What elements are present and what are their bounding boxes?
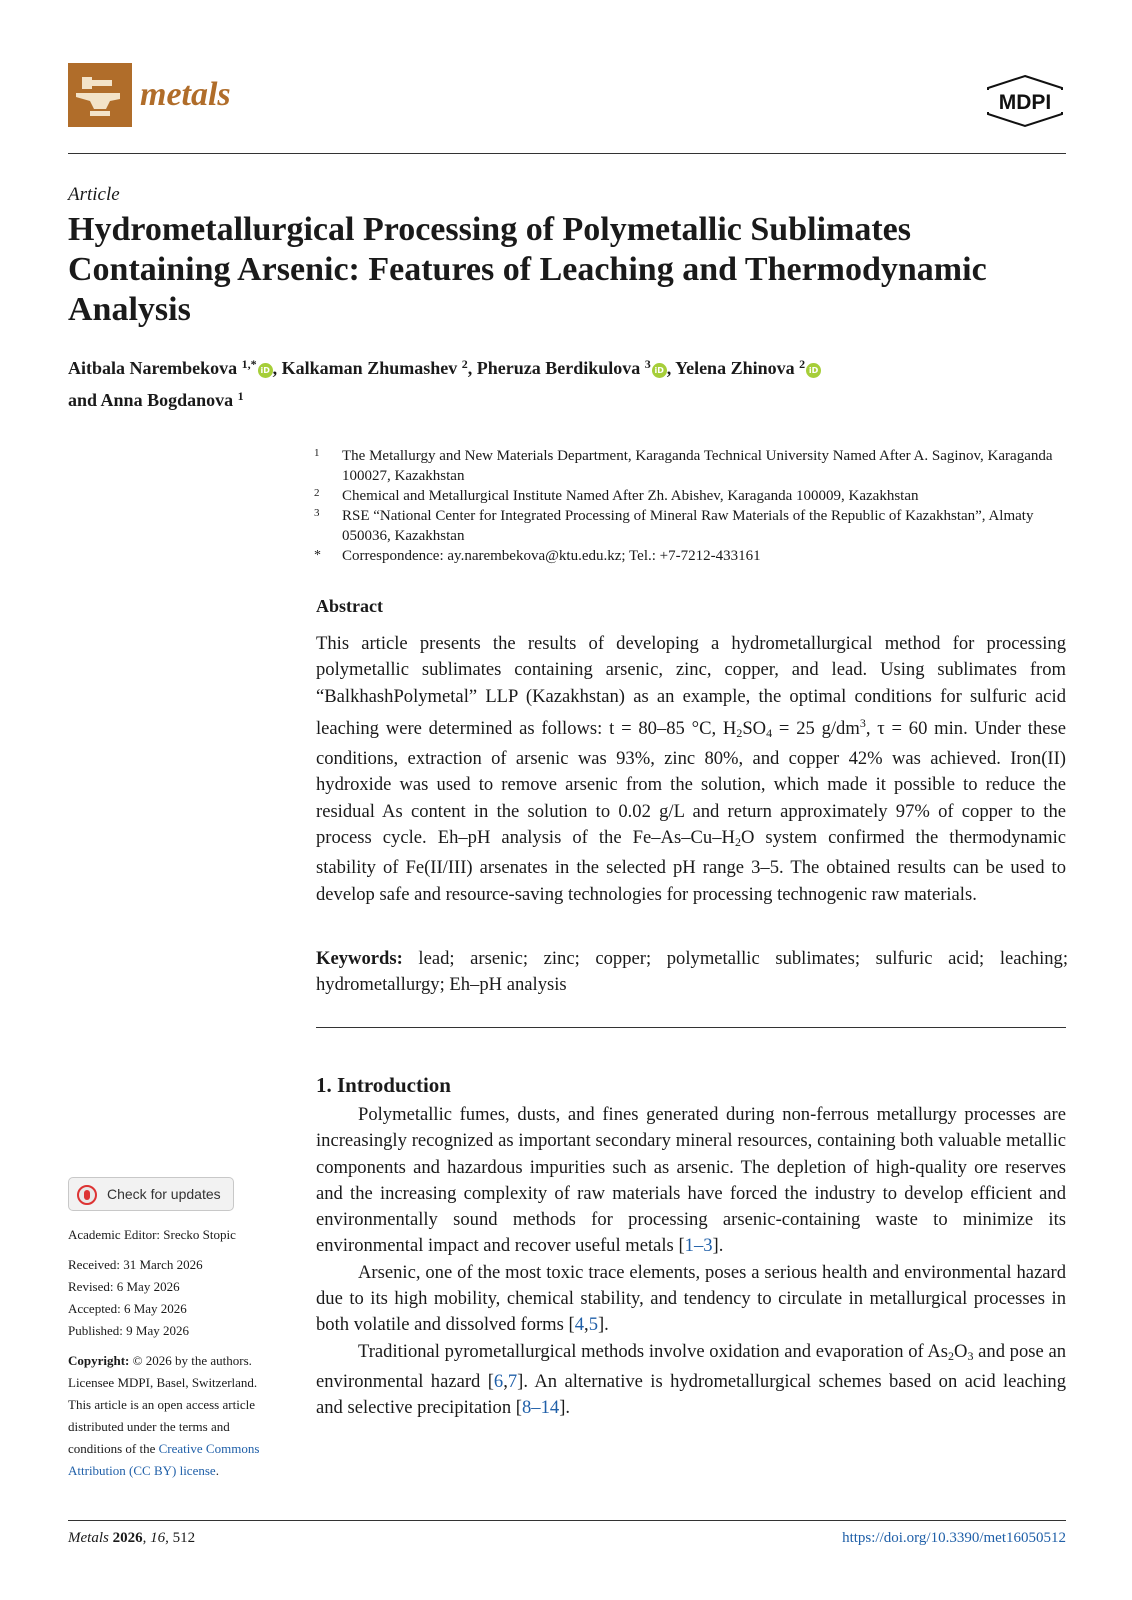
affiliation-text: The Metallurgy and New Materials Department, Karaganda Technical University Named After A. Saginov, Karaganda 100027, Kazakhstan [342, 448, 1053, 484]
journal-logo [68, 63, 132, 127]
license-link[interactable]: Creative Commons [158, 1441, 260, 1456]
copyright-text: Licensee MDPI, Basel, Switzerland. [68, 1375, 258, 1390]
citation-link[interactable]: 5 [588, 1314, 598, 1336]
affiliation-item [314, 506, 1066, 546]
paragraph-text: , [584, 1314, 589, 1336]
paragraph-text: ]. An alternative is hydrometallurgical schemes based on acid leaching and selective precipitation [ [316, 1370, 1066, 1419]
subscript: 2 [948, 1348, 955, 1363]
abstract-part: This article presents the results of developing a hydrometallurgical method for processing polymetallic sublimates containing arsenic, zinc, copper, and lead. Using sublimates from “BalkhashPolymetal” LLP (Kazakhstan) as an example, the optimal conditions for sulfuric acid leaching were determined as follows: t = 80–85 °C, H [316, 633, 1066, 739]
subscript: 2 [734, 835, 741, 850]
author-name[interactable]: Kalkaman Zhumashev [281, 358, 458, 378]
abstract-part: SO [742, 717, 767, 739]
abstract-heading: Abstract [316, 596, 383, 616]
paragraph-text: O [954, 1340, 968, 1362]
subscript: 2 [736, 725, 743, 740]
author-name[interactable]: Yelena Zhinova [675, 358, 795, 378]
orcid-icon[interactable]: iD [806, 363, 821, 378]
mdpi-logo[interactable] [984, 74, 1066, 128]
footer-article-number: 512 [172, 1530, 196, 1546]
author-name[interactable]: Aitbala Narembekova [68, 358, 238, 378]
paragraph [316, 1260, 1066, 1339]
abstract-part: O system confirmed the thermodynamic stability of Fe(II/III) arsenates in the selected pH range 3–5. The obtained results can be used to develop safe and resource-saving technologies for processing technogenic raw materials. [316, 827, 1066, 905]
abstract-text [316, 631, 1066, 908]
doi-link[interactable]: https://doi.org/10.3390/met16050512 [842, 1530, 1066, 1546]
paragraph-text: Arsenic, one of the most toxic trace elements, poses a serious health and environmental hazard due to its high mobility, chemical stability, and tendency to circulate in metallurgical processes in both volatile and dissolved forms [ [316, 1261, 1066, 1336]
footer-year: 2026 [112, 1530, 143, 1546]
paragraph-text: and pose an environmental hazard [ [316, 1340, 1066, 1392]
orcid-icon[interactable]: iD [258, 363, 273, 378]
keywords-label: Keywords: [316, 948, 403, 969]
author-name[interactable]: Pheruza Berdikulova [476, 358, 641, 378]
author-affil-marker: 1 [237, 389, 244, 403]
article-title: Hydrometallurgical Processing of Polymetallic Sublimates Containing Arsenic: Features of Leaching and Thermodynamic Analysis [68, 211, 987, 328]
author-affil-marker: 2 [461, 357, 468, 371]
accepted-date: Accepted: 6 May 2026 [68, 1301, 187, 1316]
keywords [316, 946, 1068, 998]
correspondence-text[interactable]: Correspondence: ay.narembekova@ktu.edu.kz; Tel.: +7-7212-433161 [342, 548, 761, 564]
paragraph-text: ]. [559, 1397, 571, 1419]
paragraph [316, 1102, 1066, 1260]
citation-link[interactable]: 1–3 [684, 1235, 713, 1257]
author-name[interactable]: Anna Bogdanova [100, 390, 234, 410]
paragraph-text: ]. [712, 1235, 724, 1257]
update-badge-icon [77, 1185, 97, 1205]
citation-link[interactable]: 8–14 [522, 1397, 560, 1419]
affiliation-item [314, 486, 1066, 506]
subscript: 4 [766, 725, 773, 740]
published-date: Published: 9 May 2026 [68, 1323, 189, 1338]
correspondence-marker: * [314, 548, 321, 563]
check-for-updates-button[interactable] [68, 1177, 234, 1211]
correspondence [314, 546, 1066, 566]
check-for-updates-label: Check for updates [107, 1186, 221, 1202]
author-conjunction: and [68, 390, 98, 410]
license-link[interactable]: Attribution (CC BY) license [68, 1463, 216, 1478]
academic-editor: Academic Editor: Srecko Stopic [68, 1227, 236, 1242]
paragraph-text: Traditional pyrometallurgical methods involve oxidation and evaporation of As [358, 1340, 949, 1362]
footer-volume: 16 [150, 1530, 166, 1546]
copyright-text: This article is an open access article [68, 1397, 255, 1412]
copyright-text: distributed under the terms and [68, 1419, 230, 1434]
citation-link[interactable]: 7 [507, 1370, 518, 1392]
copyright-label: Copyright: [68, 1353, 130, 1368]
subscript: 3 [967, 1348, 974, 1363]
author-affil-marker: 1,* [241, 357, 257, 371]
affiliation-text: RSE “National Center for Integrated Processing of Mineral Raw Materials of the Republic of Kazakhstan”, Almaty 050036, Kazakhstan [342, 508, 1034, 544]
copyright-text: . [215, 1463, 219, 1478]
paragraph-text: , [503, 1370, 508, 1392]
affiliations [314, 446, 1066, 566]
author-list: Aitbala Narembekova $^{1,*}$ iD , Kalkaman Zhumashev $^2$, Pheruza Berdikulova $^3$ iD , Yelena Zhinova $^2$ iD and Anna Bogdanova $^1$ [68, 350, 1068, 414]
section-heading: 1. Introduction [316, 1073, 451, 1097]
copyright-notice [68, 1350, 259, 1482]
received-date: Received: 31 March 2026 [68, 1257, 203, 1272]
paragraph [316, 1339, 1066, 1422]
publisher-name: MDPI [998, 91, 1052, 114]
paragraph-text: ]. [597, 1314, 609, 1336]
affiliation-text: Chemical and Metallurgical Institute Named After Zh. Abishev, Karaganda 100009, Kazakhstan [342, 488, 919, 504]
citation-link[interactable]: 4 [574, 1314, 585, 1336]
citation-link[interactable]: 6 [493, 1370, 504, 1392]
superscript: 3 [859, 715, 866, 730]
affiliation-number: 2 [314, 487, 320, 499]
footer-journal: Metals [68, 1530, 109, 1546]
abstract-part: , τ = 60 min. Under these conditions, extraction of arsenic was 93%, zinc 80%, and copper 42% was achieved. Iron(II) hydroxide was used to remove arsenic from the solution, which made it possible to reduce the residual As content in the solution to 0.02 g/L and return approximately 97% of copper to the process cycle. Eh–pH analysis of the Fe–As–Cu–H [316, 717, 1066, 849]
copyright-text: © 2026 by the authors. [129, 1353, 252, 1368]
journal-name[interactable]: metals [140, 76, 231, 113]
affiliation-number: 3 [314, 507, 320, 519]
abstract-part: = 25 g/dm [772, 717, 860, 739]
paragraph-text: Polymetallic fumes, dusts, and fines generated during non-ferrous metallurgy processes are increasingly recognized as important secondary mineral resources, containing both valuable metallic components and hazardous impurities such as arsenic. The depletion of high-quality ore reserves and the increasing complexity of raw materials have forced the industry to develop efficient and environmentally sound methods for processing arsenic-containing waste to minimize its environmental impact and recover useful metals [ [316, 1104, 1066, 1257]
anvil-icon [68, 63, 132, 127]
orcid-icon[interactable]: iD [652, 363, 667, 378]
footer-divider [68, 1520, 1066, 1521]
article-type: Article [68, 184, 120, 205]
revised-date: Revised: 6 May 2026 [68, 1279, 180, 1294]
affiliation-number: 1 [314, 447, 320, 459]
header-divider [68, 153, 1066, 154]
footer-citation: Metals 2026, 16, 512 [68, 1530, 196, 1546]
keywords-text: lead; arsenic; zinc; copper; polymetallic sublimates; sulfuric acid; leaching; hydrometallurgy; Eh–pH analysis [316, 948, 1068, 995]
affiliation-item [314, 446, 1066, 486]
keywords-divider [316, 1027, 1066, 1028]
author-affil-marker: 2 [799, 357, 806, 371]
author-affil-marker: 3 [644, 357, 651, 371]
section-body [316, 1102, 1066, 1422]
copyright-text: conditions of the [68, 1441, 159, 1456]
